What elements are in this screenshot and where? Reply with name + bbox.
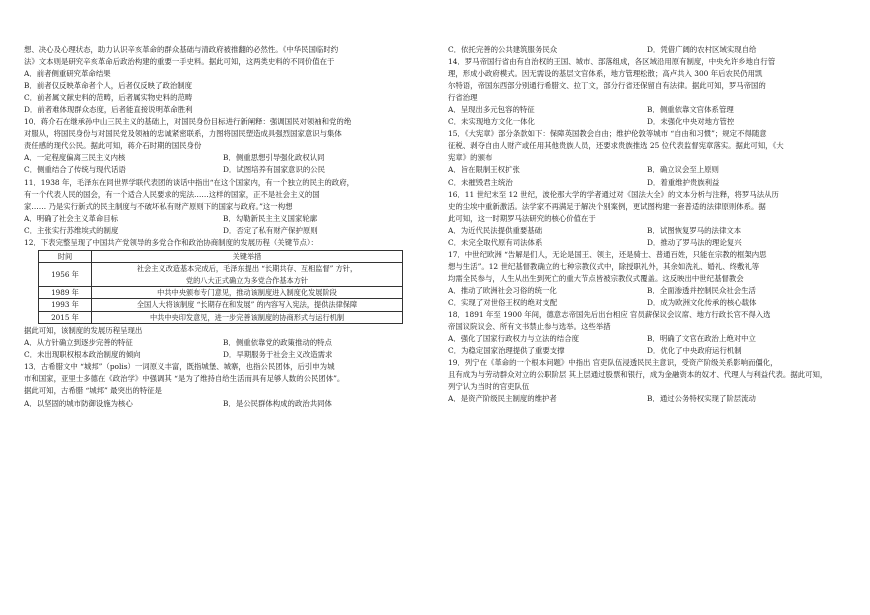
option: C．依托完善的公共建筑服务民众: [448, 45, 558, 54]
option-line: D．前者难体现群众态度，后者能直接说明革命胜利: [24, 105, 193, 115]
question-18-line: 18．1891 年至 1900 年间，德意志帝国先后出台相应 官员薪保议会议席、地方行政长官不得入选: [448, 310, 771, 320]
option: A．推动了欧洲社会习俗的统一化: [448, 285, 557, 295]
table-cell-event: 中共中央印发意见，进一步完善该制度的协商形式与运行机制: [92, 311, 403, 323]
text-line: 想、决心及心理状态，助力认识辛亥革命的群众基础与清政府被推翻的必然性。《中华民国临时约: [24, 45, 339, 54]
question-13-line: 据此可知，古希腊 “城邦” 最突出的特征是: [24, 386, 162, 396]
option: D．凭借广阔的农村区域实现自给: [647, 45, 757, 54]
option: C．侧重结合了传统与现代话语: [24, 165, 126, 175]
option-row: [448, 333, 846, 345]
option: B．全面渗透并控制民众社会生活: [647, 285, 756, 295]
question-14-line: 行省治理: [448, 93, 478, 103]
question-18-line: 帝国议院议会、所有文书禁止参与选举。这些举措: [448, 322, 611, 332]
question-12-line: 据此可知，该制度的发展历程呈现出: [24, 326, 143, 336]
option-row: [448, 116, 846, 128]
option: B．侧重依靠文官体系管理: [647, 105, 734, 115]
table-header: 关键举措: [92, 250, 403, 262]
table-row: [39, 311, 403, 323]
option: D．推动了罗马法的理论复兴: [647, 237, 742, 247]
option-line: B．前者仅反映革命者个人，后者仅反映了政治制度: [24, 81, 193, 91]
option-line: C．前者属文献史料的范畴，后者属实物史料的范畴: [24, 93, 193, 103]
question-17-line: 17．中世纪欧洲 “告解是们人，无论是国王、领主，还是骑士、普通百姓，只能在宗教的框架内思: [448, 249, 767, 259]
question-15-line: 宪章》的颁布: [448, 153, 493, 163]
question-11-line: 有一个代表人民的国会，有一个适合人民要求的宪法……这样的国家，正不是社会主义的国: [24, 189, 320, 199]
question-19-line: 且有成为与劳动群众对立的公职阶层 其上层通过股票和银行，成为金融资本的奴才、代理人与利益代表。据此可知，: [448, 370, 828, 380]
table-cell-event: [92, 263, 403, 287]
option-row: [448, 393, 846, 405]
table-cell-event: 中共中央颁布专门意见，推动该制度进入制度化发展阶段: [92, 287, 403, 299]
question-17-line: 均需全民参与，人生从出生到死亡的重大节点皆被宗教仪式覆盖。这反映出中世纪基督教会: [448, 273, 744, 283]
option-line: A．前者侧重研究革命结果: [24, 69, 111, 79]
question-14-line: 理，形成小政府模式。因无需设的基层文官体系，地方管理松散；高卢共入 300 年后农民仍用凯: [448, 69, 763, 79]
option: B．试图恢复罗马的法律文本: [647, 225, 742, 235]
option: D．成为欧洲文化传承的核心载体: [647, 297, 757, 307]
option: A．以坚固的城市防御设施为核心: [24, 398, 133, 408]
table-cell-text: 社会主义改造基本完成后，毛泽东提出 “长期共存、互相监督” 方针，: [136, 264, 358, 274]
option: B．明确了文官在政治上绝对中立: [647, 334, 756, 344]
option: A．呈现出多元包容的特征: [448, 105, 535, 115]
table-cell-year: 1993 年: [39, 299, 92, 311]
option: D．优化了中央政府运行机制: [647, 346, 742, 356]
option: D．试图培养有国家意识的公民: [223, 165, 326, 175]
question-14-line: 14．罗马帝国行省由有自治权的王国、城市、部落组成，各区域沿用原有制度，中央允许乡地自行管: [448, 57, 776, 67]
option: C．未出现职权根本政治制度的倾向: [24, 350, 141, 360]
left-column: [24, 44, 422, 410]
option: B．勾勒新民主主义国家轮廓: [223, 213, 318, 223]
option-row: [448, 237, 846, 249]
table-header-row: [39, 250, 403, 262]
question-11-line: 11．1938 年，毛泽东在同世界学联代表团的谈话中指出“在这个国家内，有一个独立的民主的政府，: [24, 177, 354, 187]
option: A．从方针确立到逐步完善的特征: [24, 338, 133, 348]
table-cell-text: 党的八大正式确立为多党合作基本方针: [185, 275, 309, 285]
option-row: [24, 337, 422, 349]
table-cell-event: 全国人大将该制度 “长期存在和发展” 的内容写入宪法，提供法律保障: [92, 299, 403, 311]
option: D．未强化中央对地方管控: [647, 117, 735, 127]
option-row: [24, 152, 422, 164]
question-10-line: 对服从，将国民身份与对国民党及领袖的忠诚紧密联系，力图将国民塑造成具强烈国家意识与集体: [24, 129, 342, 139]
option-row: [24, 164, 422, 176]
question-16-line: 史的尘埃中重新激活。法学家不再满足于解决个别案例，更试图构建一套普适的法律原则体系。据: [448, 201, 766, 211]
table-cell-year: 2015 年: [39, 311, 92, 323]
question-12-line: 12．下表完整呈现了中国共产党领导的多党合作和政治协商制度的发展历程（关键节点）：: [24, 237, 318, 247]
option-row: [24, 213, 422, 225]
option: C．未摧毁君主统治: [448, 177, 513, 187]
question-16-line: 此可知，这一时期罗马法研究的核心价值在于: [448, 213, 596, 223]
table-row: [39, 263, 403, 287]
question-19-line: 列宁认为当时的官吏队伍: [448, 382, 530, 392]
option: D．早期服务于社会主义改造需求: [223, 350, 333, 360]
table-header: 时间: [39, 250, 92, 262]
option-row: [448, 177, 846, 189]
question-17-line: 想与生活”。12 世纪基督教确立的七种宗教仪式中，除授职礼外，其余如洗礼、婚礼、终敷礼等: [448, 261, 760, 271]
option-row: [448, 44, 846, 56]
table-row: [39, 299, 403, 311]
question-13-line: 市和国家，亚里士多德在《政治学》中强调其 “是为了维持自给生活而具有足够人数的公民团体”。: [24, 374, 345, 384]
option: B．侧重思想引导强化政权认同: [223, 153, 325, 163]
question-11-line: 家…… 乃是实行新式的民主制度与不破坏私有财产原则下的国家与政府。”这一构想: [24, 201, 293, 211]
option: C．未完全取代原有司法体系: [448, 237, 543, 247]
question-14-line: 尔特语，帝国东西部分别通行希腊文、拉丁文，部分行省还保留自有法律。据此可知，罗马帝国的: [448, 81, 766, 91]
option: A．旨在限制王权扩张: [448, 165, 520, 175]
option: C．实现了对世俗王权的绝对支配: [448, 297, 558, 307]
table-cell-year: 1956 年: [39, 263, 92, 287]
right-column: [448, 44, 846, 405]
option-row: [448, 104, 846, 116]
question-16-line: 16．11 世纪末至 12 世纪，波伦那大学的学者通过对《国法大全》的文本分析与注释，将罗马法从历: [448, 189, 779, 199]
option: A．一定程度偏离三民主义内核: [24, 153, 126, 163]
option: B．通过公务特权实现了阶层流动: [647, 394, 756, 404]
option: A．强化了国家行政权力与立法的结合度: [448, 334, 579, 344]
option-row: [448, 345, 846, 357]
option: A．明确了社会主义革命目标: [24, 213, 119, 223]
option: D．着重维护贵族利益: [647, 177, 720, 187]
question-10-line: 10．蒋介石在继承孙中山三民主义的基础上，对国民身份目标进行新阐释：强调国民对领袖和党的绝: [24, 117, 352, 127]
text-line: 法》文本则是研究辛亥革命后政治构建的重要一手史料。据此可知，这两类史料的不同价值在于: [24, 57, 335, 67]
question-15-line: 征税、剥夺自由人财产或任用其他贵族人员，还要求贵族推选 25 位代表监督宪章落实。据此可知，《大: [448, 141, 784, 151]
option: A．是资产阶级民主制度的维护者: [448, 394, 557, 404]
table-cell-year: 1989 年: [39, 287, 92, 299]
option: A．为近代民法提供重要基础: [448, 225, 543, 235]
option: D．否定了私有财产保护原则: [223, 225, 318, 235]
option: B．侧重依靠党的政策推动的特点: [223, 338, 332, 348]
option-row: [448, 164, 846, 176]
policy-table: [38, 250, 403, 324]
question-10-line: 责任感的现代公民。据此可知，蒋介石时期的国民身份: [24, 141, 202, 151]
option: B．是公民群体构成的政治共同体: [223, 398, 332, 408]
option-row: [24, 349, 422, 361]
table-row: [39, 287, 403, 299]
question-13-line: 13．古希腊文中 “城邦”（polis）一词原义丰富，既指城堡、城寨，也指公民团体，后引申为城: [24, 362, 335, 372]
question-19-line: 19．列宁在《革命的一个根本问题》中指出 官吏队伍浸透民民主意识，受资产阶级关系影响而僵化，: [448, 358, 778, 368]
option: C．主张实行苏维埃式的制度: [24, 225, 119, 235]
option-row: [448, 225, 846, 237]
option: B．确立议会至上原则: [647, 165, 719, 175]
option-row: [24, 398, 422, 410]
option: C．为稳定国家治理提供了重要支撑: [448, 346, 565, 356]
option-row: [448, 297, 846, 309]
question-15-line: 15．《大宪章》部分条款如下：保障英国教会自由；维护伦敦等城市 “自由和习惯”；规定不得随意: [448, 129, 767, 139]
option: C．未实现地方文化一体化: [448, 117, 535, 127]
option-row: [448, 285, 846, 297]
option-row: [24, 225, 422, 237]
